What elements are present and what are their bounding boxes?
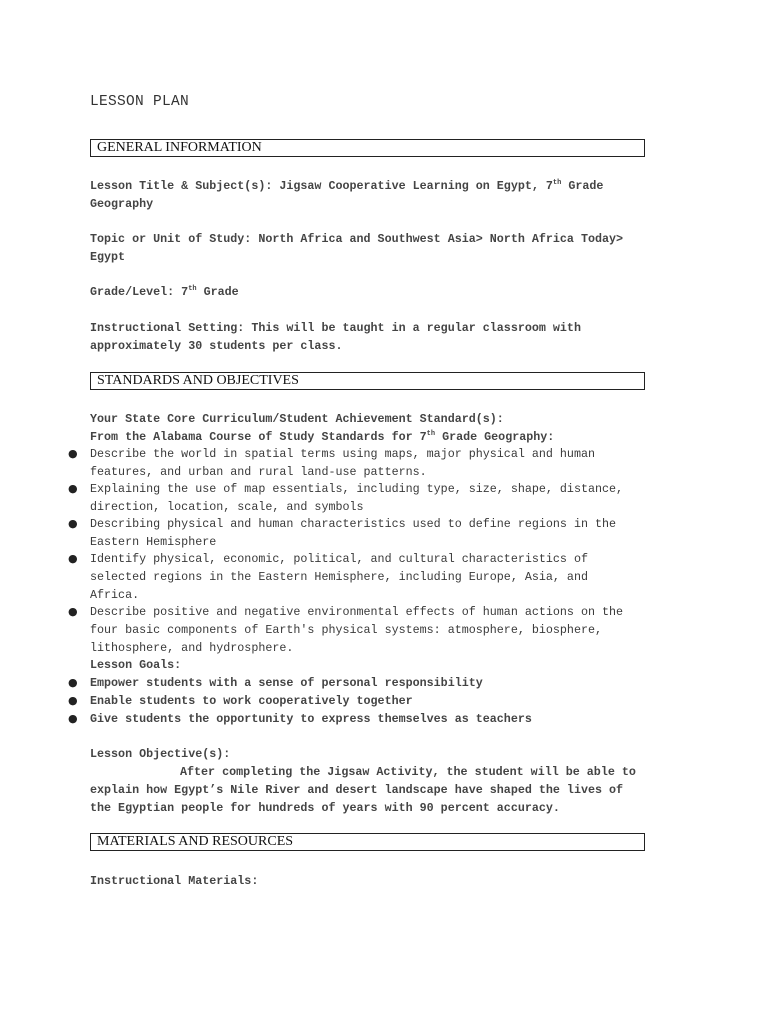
section-general-information: GENERAL INFORMATION: [90, 139, 645, 157]
standards-heading-1: Your State Core Curriculum/Student Achievement Standard(s):: [90, 412, 504, 426]
standards-heading-suffix: Grade Geography:: [435, 430, 555, 444]
instructional-materials-label: Instructional Materials:: [90, 874, 259, 888]
objective-line-2: explain how Egypt’s Nile River and desert landscape have shaped the lives of: [90, 783, 624, 797]
standard-item-4-line-3: Africa.: [90, 588, 140, 602]
lesson-title-line-2: Geography: [90, 197, 154, 211]
section-standards-objectives: STANDARDS AND OBJECTIVES: [90, 372, 645, 390]
bullet-icon: ●: [68, 447, 78, 460]
bullet-icon: ●: [68, 605, 78, 618]
page-title: LESSON PLAN: [90, 94, 190, 110]
grade-level-line: [90, 284, 690, 302]
bullet-icon: ●: [68, 517, 78, 530]
standard-item-5-line-3: lithosphere, and hydrosphere.: [90, 641, 294, 655]
goal-item-2: Enable students to work cooperatively together: [90, 694, 413, 708]
bullet-icon: ●: [68, 676, 78, 689]
objective-line-1: After completing the Jigsaw Activity, the student will be able to: [180, 765, 636, 779]
standards-heading-text: From the Alabama Course of Study Standards for 7: [90, 430, 427, 444]
bullet-icon: ●: [68, 694, 78, 707]
lesson-goals-label: Lesson Goals:: [90, 658, 182, 672]
standard-item-1-line-2: features, and urban and rural land-use patterns.: [90, 465, 427, 479]
grade-level-text: Grade/Level: 7: [90, 285, 189, 299]
setting-line-2: approximately 30 students per class.: [90, 339, 343, 353]
lesson-title-line-1: [90, 178, 690, 196]
superscript: th: [426, 430, 436, 438]
standards-heading-2: [90, 429, 690, 447]
lesson-objective-label: Lesson Objective(s):: [90, 747, 231, 761]
objective-line-3: the Egyptian people for hundreds of years with 90 percent accuracy.: [90, 801, 560, 815]
standard-item-1-line-1: Describe the world in spatial terms using maps, major physical and human: [90, 447, 595, 461]
bullet-icon: ●: [68, 552, 78, 565]
standard-item-2-line-2: direction, location, scale, and symbols: [90, 500, 364, 514]
standard-item-4-line-1: Identify physical, economic, political, and cultural characteristics of: [90, 552, 588, 566]
goal-item-1: Empower students with a sense of personal responsibility: [90, 676, 483, 690]
superscript: th: [552, 179, 562, 187]
setting-line-1: Instructional Setting: This will be taught in a regular classroom with: [90, 321, 581, 335]
standard-item-2-line-1: Explaining the use of map essentials, including type, size, shape, distance,: [90, 482, 624, 496]
section-materials-resources: MATERIALS AND RESOURCES: [90, 833, 645, 851]
standard-item-5-line-2: four basic components of Earth's physical systems: atmosphere, biosphere,: [90, 623, 602, 637]
topic-line-1: Topic or Unit of Study: North Africa and Southwest Asia> North Africa Today>: [90, 232, 624, 246]
standard-item-5-line-1: Describe positive and negative environmental effects of human actions on the: [90, 605, 624, 619]
bullet-icon: ●: [68, 712, 78, 725]
standard-item-3-line-2: Eastern Hemisphere: [90, 535, 217, 549]
standard-item-4-line-2: selected regions in the Eastern Hemisphere, including Europe, Asia, and: [90, 570, 588, 584]
standard-item-3-line-1: Describing physical and human characteristics used to define regions in the: [90, 517, 617, 531]
bullet-icon: ●: [68, 482, 78, 495]
topic-line-2: Egypt: [90, 250, 126, 264]
lesson-title-text: Lesson Title & Subject(s): Jigsaw Cooperative Learning on Egypt, 7: [90, 179, 553, 193]
grade-level-suffix: Grade: [196, 285, 239, 299]
lesson-title-grade: Grade: [561, 179, 604, 193]
superscript: th: [188, 285, 197, 293]
goal-item-3: Give students the opportunity to express themselves as teachers: [90, 712, 532, 726]
